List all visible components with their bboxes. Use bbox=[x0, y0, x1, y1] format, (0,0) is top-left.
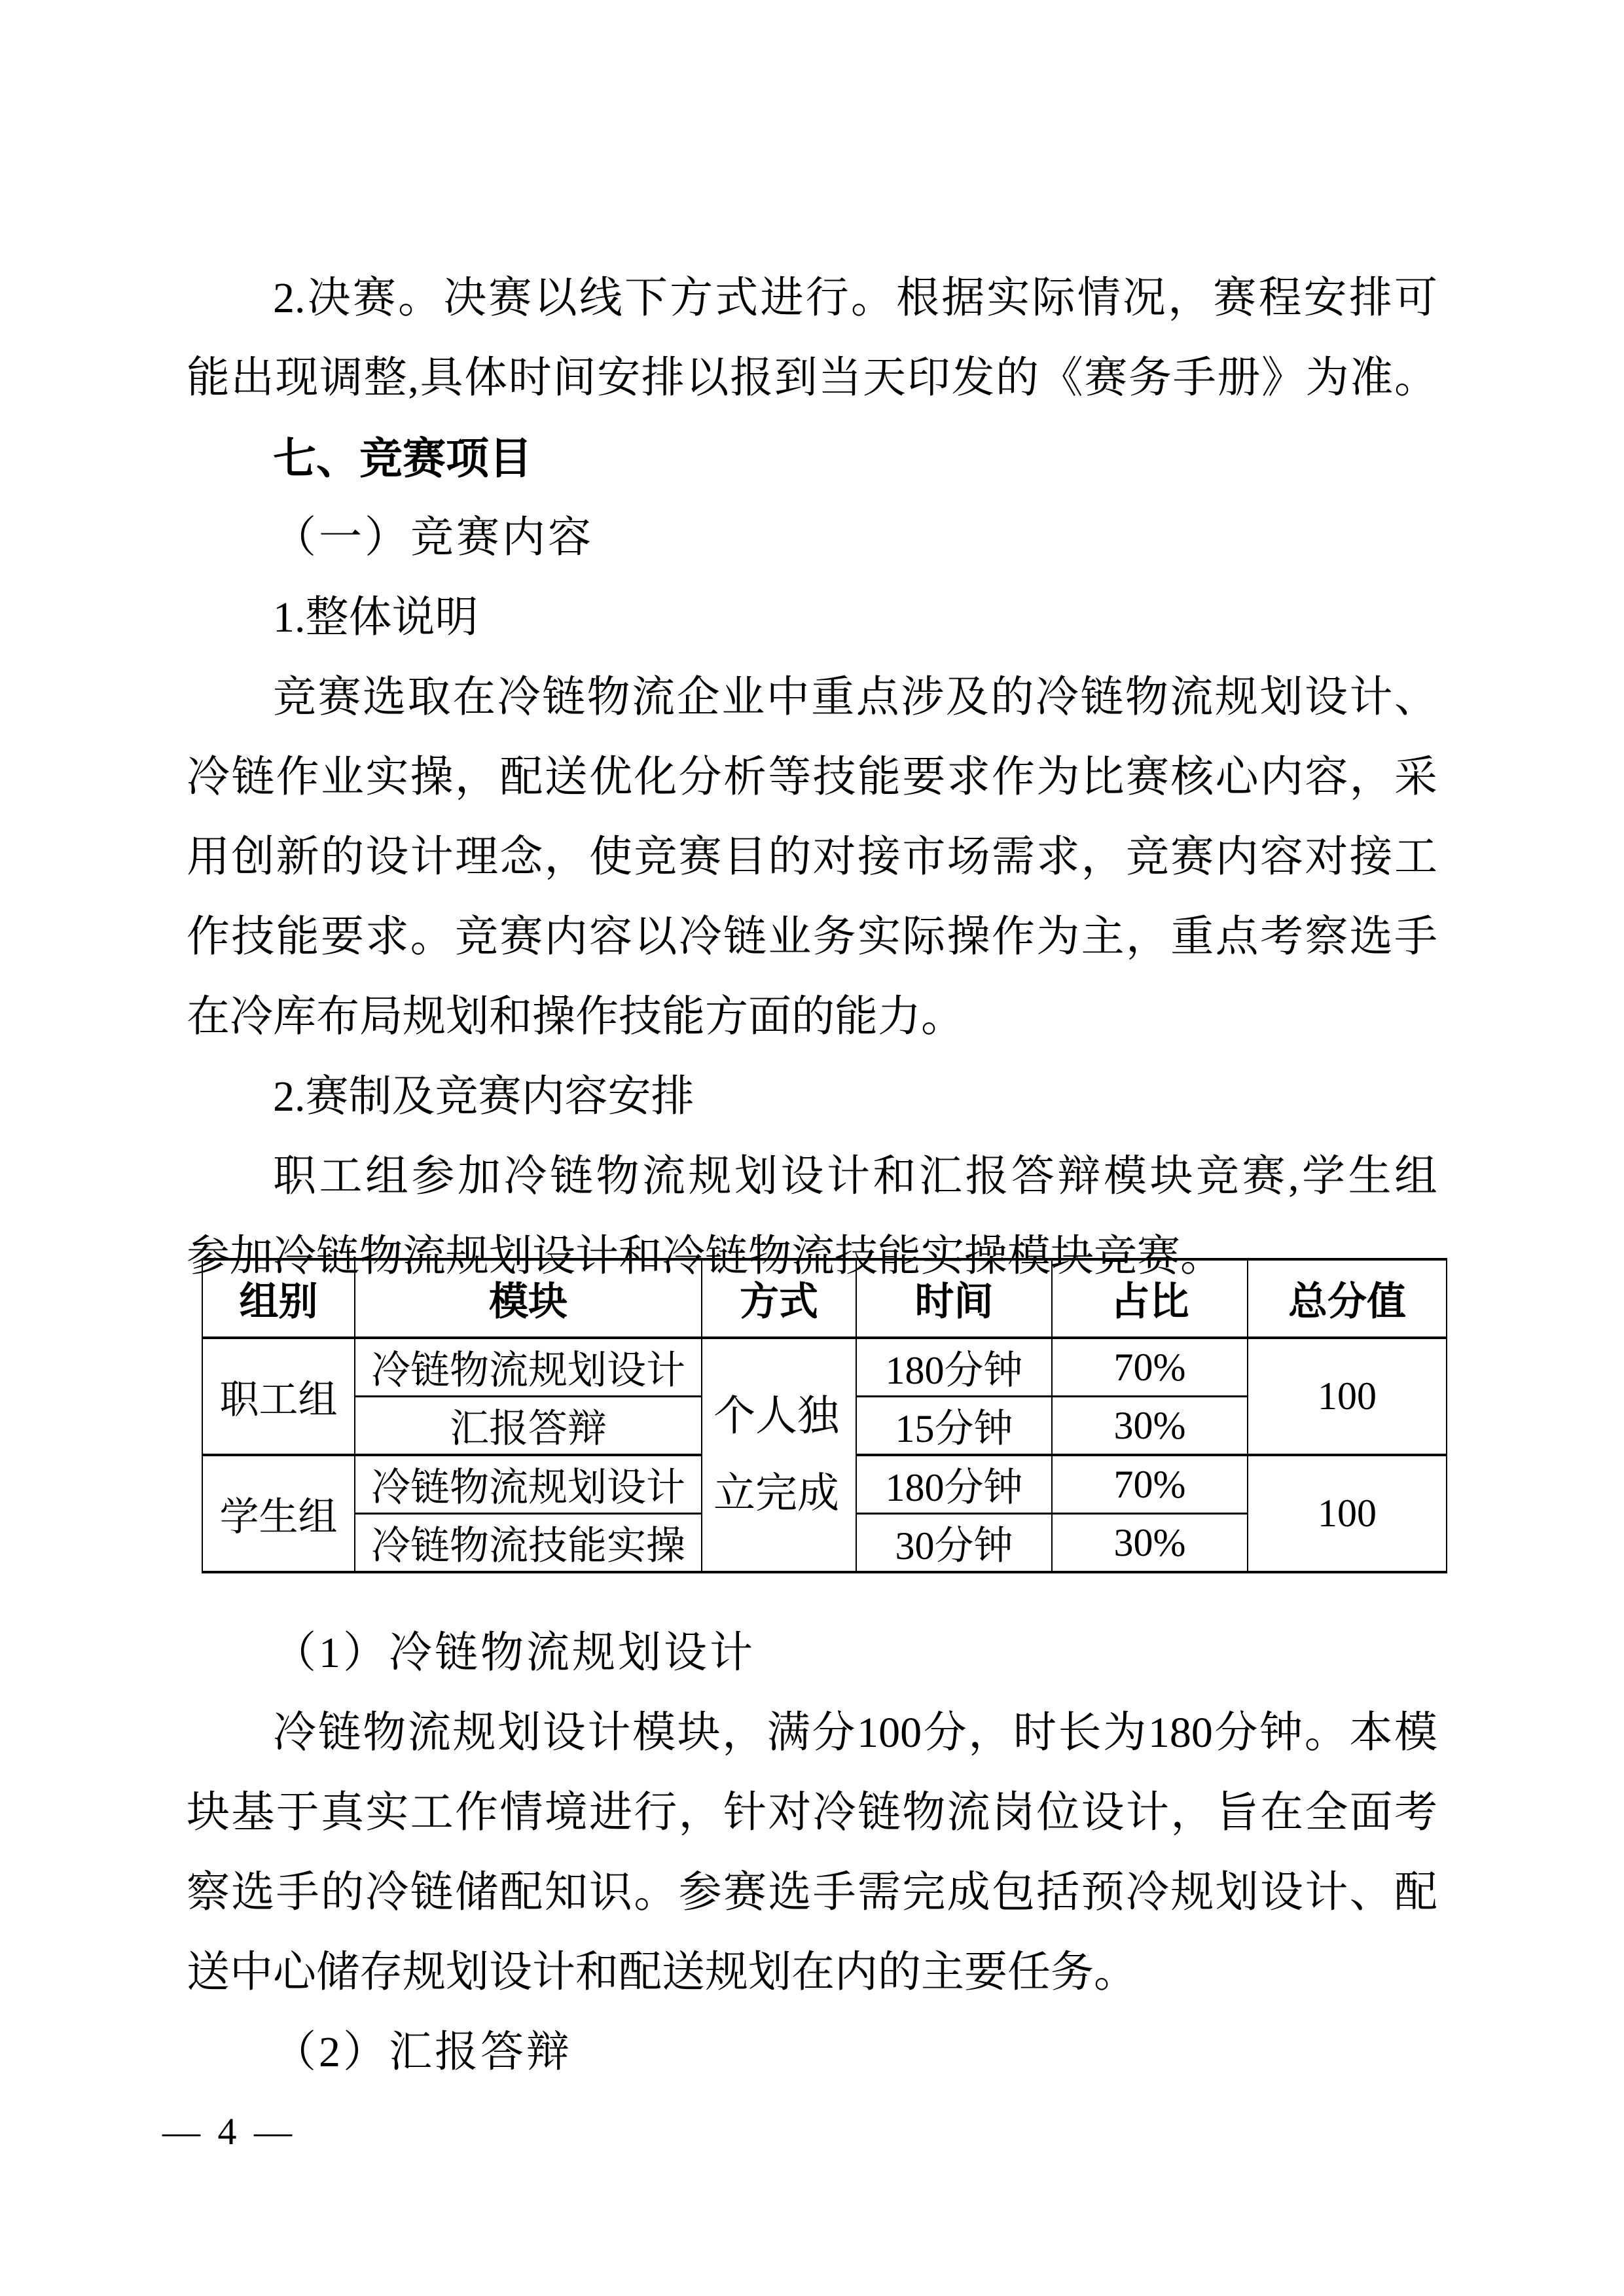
group-name-cell: 职工组 bbox=[202, 1338, 355, 1455]
module-cell: 冷链物流规划设计 bbox=[355, 1455, 702, 1514]
paragraph-line: 冷链作业实操，配送优化分析等技能要求作为比赛核心内容，采 bbox=[187, 753, 1437, 801]
share-cell: 30% bbox=[1052, 1514, 1248, 1573]
share-cell: 30% bbox=[1052, 1397, 1248, 1456]
module-cell: 冷链物流规划设计 bbox=[355, 1338, 702, 1397]
subsection-heading: （一）竞赛内容 bbox=[273, 514, 594, 562]
schedule-table bbox=[202, 1258, 1447, 1573]
module-cell: 汇报答辩 bbox=[355, 1397, 702, 1456]
subsection-heading: （1）冷链物流规划设计 bbox=[273, 1629, 755, 1677]
paragraph-line: 能出现调整,具体时间安排以报到当天印发的《赛务手册》为准。 bbox=[187, 354, 1437, 402]
total-cell: 100 bbox=[1248, 1338, 1447, 1455]
paragraph-line: 块基于真实工作情境进行，针对冷链物流岗位设计，旨在全面考 bbox=[187, 1789, 1437, 1837]
item-heading: 1.整体说明 bbox=[273, 594, 478, 641]
table-row bbox=[202, 1338, 1447, 1397]
paragraph-line: 在冷库布局规划和操作技能方面的能力。 bbox=[187, 993, 964, 1041]
section-heading: 七、竞赛项目 bbox=[273, 434, 532, 482]
paragraph-line: 竞赛选取在冷链物流企业中重点涉及的冷链物流规划设计、 bbox=[273, 673, 1437, 721]
subsection-heading: （2）汇报答辩 bbox=[273, 2028, 572, 2076]
column-header-module: 模块 bbox=[355, 1259, 702, 1338]
column-header-group: 组别 bbox=[202, 1259, 355, 1338]
group-name-cell: 学生组 bbox=[202, 1455, 355, 1572]
paragraph-line: 作技能要求。竞赛内容以冷链业务实际操作为主，重点考察选手 bbox=[187, 913, 1437, 961]
paragraph-line: 职工组参加冷链物流规划设计和汇报答辩模块竞赛,学生组 bbox=[273, 1153, 1437, 1200]
column-header-method: 方式 bbox=[702, 1259, 856, 1338]
paragraph-line: 用创新的设计理念，使竞赛目的对接市场需求，竞赛内容对接工 bbox=[187, 833, 1437, 881]
paragraph-line: 2.决赛。决赛以线下方式进行。根据实际情况，赛程安排可 bbox=[273, 274, 1437, 322]
method-text: 个人独立完成 bbox=[713, 1393, 839, 1516]
module-cell: 冷链物流技能实操 bbox=[355, 1514, 702, 1573]
share-cell: 70% bbox=[1052, 1338, 1248, 1397]
time-cell: 15分钟 bbox=[856, 1397, 1052, 1456]
page-number: — 4 — bbox=[162, 2110, 296, 2153]
item-heading: 2.赛制及竞赛内容安排 bbox=[273, 1073, 695, 1121]
paragraph-line: 送中心储存规划设计和配送规划在内的主要任务。 bbox=[187, 1948, 1137, 1996]
time-cell: 180分钟 bbox=[856, 1338, 1052, 1397]
column-header-share: 占比 bbox=[1052, 1259, 1248, 1338]
paragraph-line: 参加冷链物流规划设计和冷链物流技能实操模块竞赛。 bbox=[187, 1232, 1223, 1280]
column-header-time: 时间 bbox=[856, 1259, 1052, 1338]
paragraph-line: 察选手的冷链储配知识。参赛选手需完成包括预冷规划设计、配 bbox=[187, 1869, 1437, 1916]
time-cell: 30分钟 bbox=[856, 1514, 1052, 1573]
document-content bbox=[187, 0, 1437, 2296]
paragraph-line: 冷链物流规划设计模块，满分100分，时长为180分钟。本模 bbox=[273, 1709, 1437, 1757]
method-cell bbox=[702, 1338, 856, 1572]
share-cell: 70% bbox=[1052, 1455, 1248, 1514]
total-cell: 100 bbox=[1248, 1455, 1447, 1572]
time-cell: 180分钟 bbox=[856, 1455, 1052, 1514]
column-header-total: 总分值 bbox=[1248, 1259, 1447, 1338]
table-header-row bbox=[202, 1259, 1447, 1338]
